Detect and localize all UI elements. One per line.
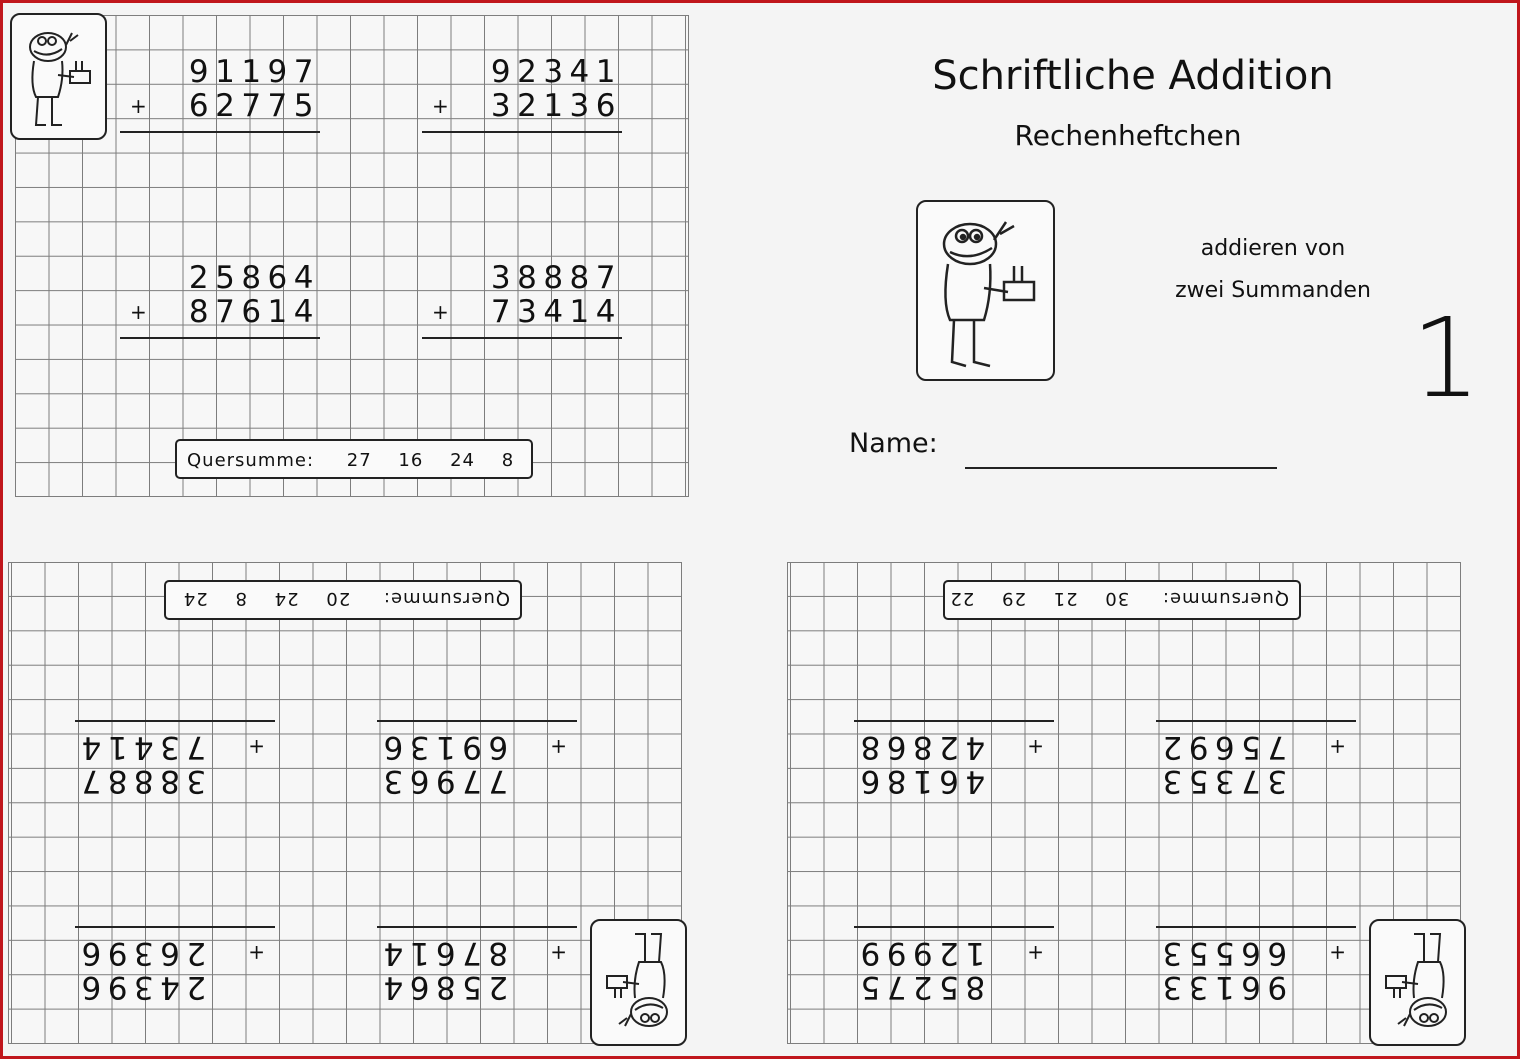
quersumme-value: 24 — [182, 588, 208, 609]
booklet-number: 1 — [1411, 294, 1481, 422]
summand-a: 96133 — [1156, 969, 1288, 1005]
frog-with-cake-icon — [592, 921, 685, 1044]
result-line — [377, 926, 577, 928]
result-line — [422, 337, 622, 339]
summand-a: 92341 — [490, 54, 622, 90]
panel-bottom-left — [9, 563, 682, 1044]
result-line — [1156, 720, 1356, 722]
problem-3 — [1156, 730, 1356, 798]
result-line — [1156, 926, 1356, 928]
quersumme-value: 27 — [346, 450, 372, 471]
plus-sign: + — [130, 94, 147, 118]
quersumme-value: 20 — [325, 588, 351, 609]
plus-sign: + — [130, 300, 147, 324]
summand-b: 66553 — [1156, 935, 1288, 971]
summand-a: 25864 — [377, 969, 509, 1005]
frog-logo — [10, 13, 107, 140]
problem-1 — [377, 936, 577, 1004]
problem-3 — [377, 730, 577, 798]
problem-4 — [75, 730, 275, 798]
problem-2 — [75, 936, 275, 1004]
info-line: addieren von — [1200, 236, 1346, 261]
summand-b: 32136 — [490, 88, 622, 124]
quersumme-value: 30 — [1104, 588, 1130, 609]
summand-b: 73414 — [490, 294, 622, 330]
frog-illustration — [916, 200, 1055, 381]
panel-top-left — [15, 15, 688, 496]
result-line — [854, 720, 1054, 722]
frog-with-cake-icon — [12, 15, 105, 138]
quersumme-box — [943, 580, 1301, 620]
problem-2 — [422, 55, 622, 123]
result-line — [377, 720, 577, 722]
frog-logo — [1369, 919, 1466, 1046]
summand-b: 62775 — [188, 88, 320, 124]
info-text — [1133, 228, 1413, 312]
summand-b: 69136 — [377, 729, 509, 765]
frog-with-cake-icon — [1371, 921, 1464, 1044]
summand-b: 26396 — [75, 935, 207, 971]
plus-sign: + — [432, 94, 449, 118]
page-title: Schriftliche Addition — [932, 53, 1334, 99]
result-line — [120, 131, 320, 133]
page-subtitle: Rechenheftchen — [1014, 119, 1242, 152]
quersumme-box — [175, 439, 533, 479]
plus-sign: + — [248, 941, 265, 965]
panel-bottom-right — [788, 563, 1461, 1044]
quersumme-label: Quersumme: — [1161, 588, 1289, 609]
quersumme-value: 8 — [501, 450, 515, 471]
frog-logo — [590, 919, 687, 1046]
summand-b: 87614 — [188, 294, 320, 330]
result-line — [854, 926, 1054, 928]
name-label: Name: — [849, 428, 938, 459]
summand-b: 42868 — [854, 729, 986, 765]
name-line[interactable] — [965, 467, 1277, 469]
summand-b: 75692 — [1156, 729, 1288, 765]
quersumme-value: 24 — [273, 588, 299, 609]
plus-sign: + — [550, 941, 567, 965]
summand-a: 38887 — [75, 763, 207, 799]
summand-a: 77963 — [377, 763, 509, 799]
plus-sign: + — [1329, 735, 1346, 759]
plus-sign: + — [1027, 735, 1044, 759]
summand-a: 91197 — [188, 54, 320, 90]
quersumme-box — [164, 580, 522, 620]
quersumme-value: 22 — [949, 588, 975, 609]
plus-sign: + — [248, 735, 265, 759]
quersumme-value: 21 — [1052, 588, 1078, 609]
plus-sign: + — [1329, 941, 1346, 965]
frog-with-cake-icon — [918, 202, 1053, 379]
summand-b: 12999 — [854, 935, 986, 971]
result-line — [75, 720, 275, 722]
info-line: zwei Summanden — [1175, 278, 1371, 303]
quersumme-label: Quersumme: — [187, 450, 315, 471]
summand-a: 25864 — [188, 260, 320, 296]
summand-a: 85275 — [854, 969, 986, 1005]
summand-a: 37353 — [1156, 763, 1288, 799]
summand-b: 87614 — [377, 935, 509, 971]
problem-1 — [1156, 936, 1356, 1004]
summand-a: 24396 — [75, 969, 207, 1005]
quersumme-value: 24 — [450, 450, 475, 471]
problem-3 — [120, 261, 320, 329]
plus-sign: + — [1027, 941, 1044, 965]
quersumme-value: 8 — [234, 588, 247, 609]
summand-b: 73414 — [75, 729, 207, 765]
plus-sign: + — [432, 300, 449, 324]
summand-a: 38887 — [490, 260, 622, 296]
quersumme-label: Quersumme: — [382, 588, 510, 609]
plus-sign: + — [550, 735, 567, 759]
result-line — [75, 926, 275, 928]
problem-2 — [854, 936, 1054, 1004]
problem-4 — [854, 730, 1054, 798]
problem-4 — [422, 261, 622, 329]
summand-a: 46186 — [854, 763, 986, 799]
quersumme-value: 16 — [398, 450, 424, 471]
problem-1 — [120, 55, 320, 123]
result-line — [120, 337, 320, 339]
quersumme-value: 29 — [1001, 588, 1026, 609]
result-line — [422, 131, 622, 133]
